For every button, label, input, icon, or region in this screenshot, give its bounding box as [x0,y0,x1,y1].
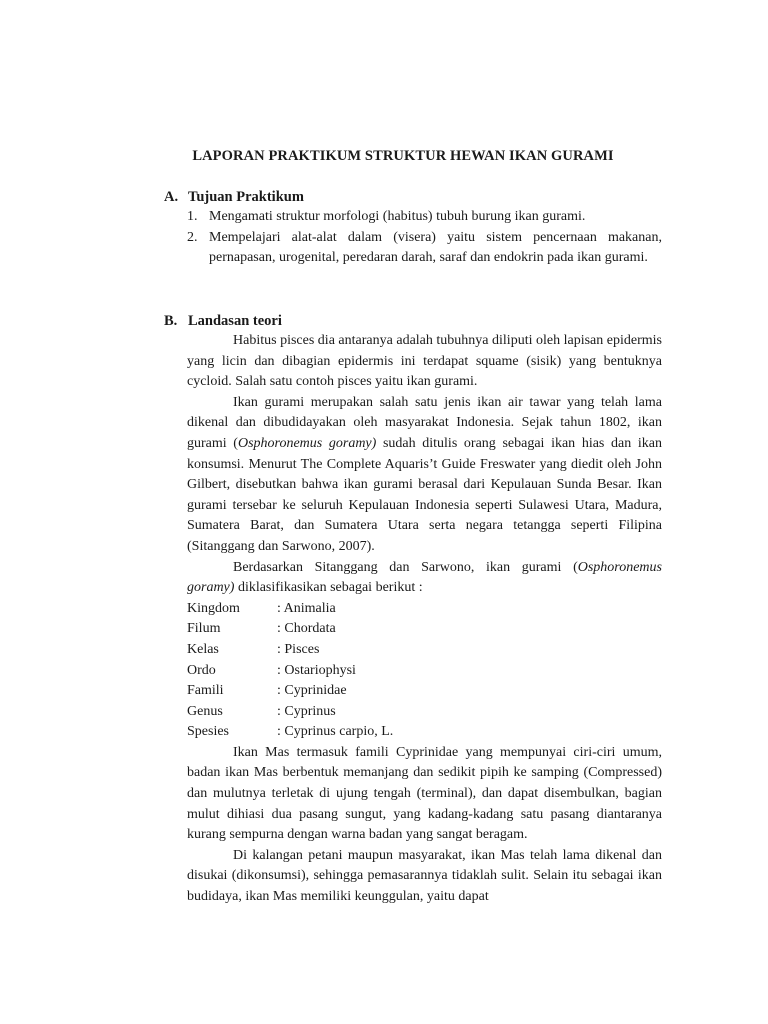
taxon-value: : Animalia [277,600,336,616]
paragraph-ikan-mas-traits: Ikan Mas termasuk famili Cyprinidae yang mempunyai ciri-ciri umum, badan ikan Mas berbentuk memanjang dan sedikit pipih ke samping (Compressed) dan mulutnya terletak di ujung tengah (terminal), dan dapat disembulkan, bagian mulut dihiasi dua pasang sungut, yang kadang-kadang satu pasang diantaranya kurang sempurna dengan warna badan yang sangat beragam. [187,744,662,843]
list-item-text: Mempelajari alat-alat dalam (visera) yaitu sistem pencernaan makanan, pernapasan, urogenital, peredaran darah, saraf dan endokrin pada ikan gurami. [209,229,662,266]
taxon-rank: Famili [187,683,224,699]
table-row [187,681,393,702]
paragraph-classification-intro [187,558,662,599]
table-row [187,599,393,620]
table-row [187,661,393,682]
table-row [187,722,393,743]
paragraph-ikan-mas-market: Di kalangan petani maupun masyarakat, ikan Mas telah lama dikenal dan disukai (dikonsumsi), sehingga pemasarannya tidaklah sulit. Selain itu sebagai ikan budidaya, ikan Mas memiliki keunggulan, yaitu dapat [187,847,662,905]
table-row [187,640,393,661]
paragraph-gurami-history [187,393,662,558]
taxon-rank: Ordo [187,662,216,678]
section-a-title: Tujuan Praktikum [188,189,304,205]
scientific-name: Osphoronemus goramy) [187,559,662,596]
paragraph-text: diklasifikasikan sebagai berikut : [234,580,423,596]
taxon-value: : Cyprinus carpio, L. [277,724,394,740]
section-b-title: Landasan teori [188,313,282,329]
taxon-rank: Kingdom [187,600,240,616]
section-a-heading [164,187,304,208]
classification-table [187,599,393,743]
paragraph-text: sudah ditulis orang sebagai ikan hias dan ikan konsumsi. Menurut The Complete Aquaris’t Guide Freswater yang diedit oleh John Gilbert, disebutkan bahwa ikan gurami berasal dari Kepulauan Sunda Besar. Ikan gurami tersebar ke seluruh Kepulauan Indonesia seperti Sulawesi Utara, Madura, Sumatera Barat, dan Sumatera Utara serta negara tetangga seperti Filipina (Sitanggang dan Sarwono, 2007). [187,435,662,554]
taxon-value: : Chordata [277,621,336,637]
list-item [187,207,662,228]
objectives-list [187,207,662,269]
table-row [187,702,393,723]
scientific-name: Osphoronemus goramy) [237,435,377,451]
taxon-value: : Cyprinus [277,703,336,719]
taxon-rank: Kelas [187,641,219,657]
taxon-rank: Filum [187,621,221,637]
section-b-letter: B. [164,313,178,329]
taxon-rank: Spesies [187,724,229,740]
taxon-rank: Genus [187,703,223,719]
taxon-value: : Pisces [277,641,320,657]
paragraph-text: Berdasarkan Sitanggang dan Sarwono, ikan gurami ( [233,559,578,575]
section-a-letter: A. [164,189,179,205]
document-title: LAPORAN PRAKTIKUM STRUKTUR HEWAN IKAN GURAMI [192,148,614,164]
list-item-number: 1. [187,209,198,224]
paragraph-habitus: Habitus pisces dia antaranya adalah tubuhnya diliputi oleh lapisan epidermis yang licin dan dibagian epidermis ini terdapat squame (sisik) yang bentuknya cycloid. Salah satu contoh pisces yaitu ikan gurami. [187,333,662,390]
paragraph-text: Ikan gurami merupakan salah satu jenis ikan air tawar yang telah lama dikenal dan dibudidayakan oleh masyarakat Indonesia. Sejak tahun 1802, ikan gurami ( [187,394,662,451]
list-item [187,228,662,269]
section-b-body [187,331,662,908]
section-b-heading [164,311,282,332]
list-item-number: 2. [187,229,198,245]
list-item-text: Mengamati struktur morfologi (habitus) tubuh burung ikan gurami. [209,209,586,224]
taxon-value: : Ostariophysi [277,662,356,678]
taxon-value: : Cyprinidae [277,683,347,699]
table-row [187,619,393,640]
